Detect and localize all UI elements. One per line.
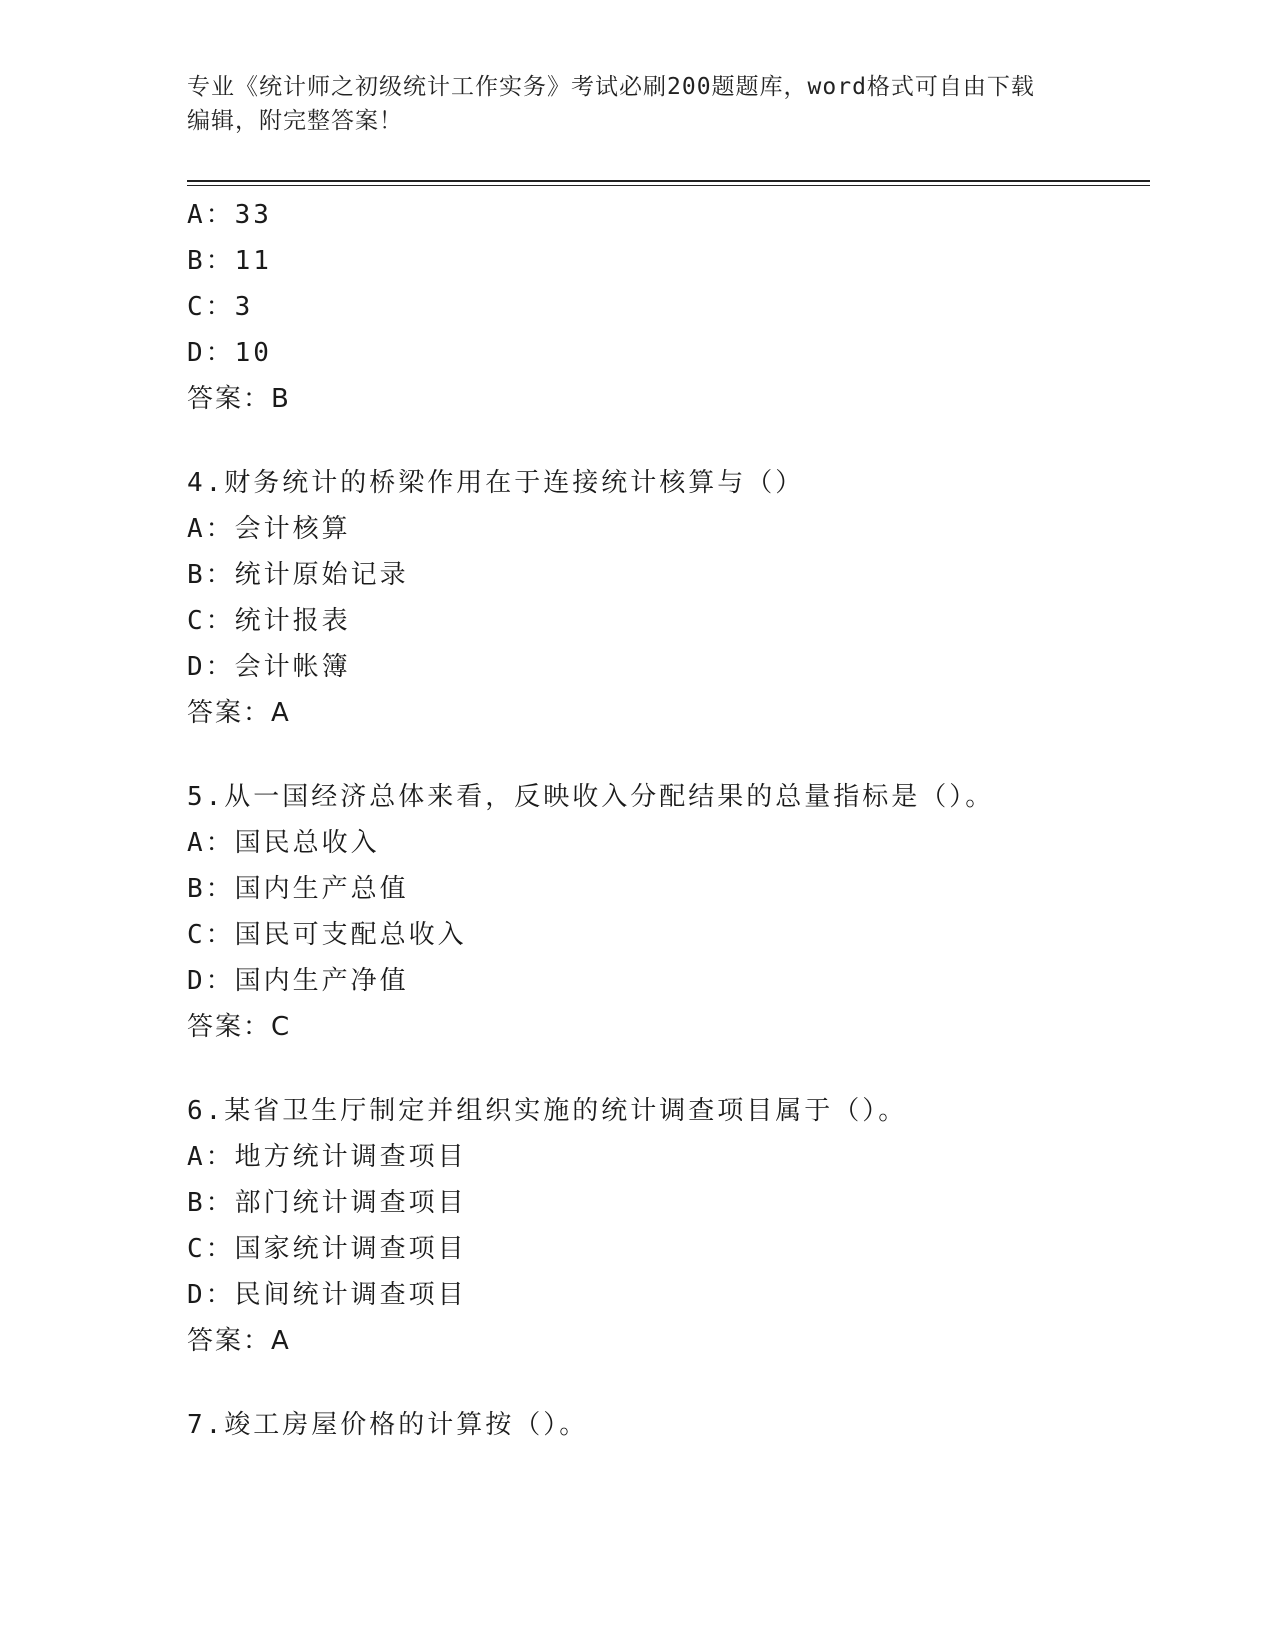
- question-stem: 6.某省卫生厅制定并组织实施的统计调查项目属于（）。: [187, 1096, 908, 1126]
- document-header: [187, 70, 1087, 138]
- option-a: A：国民总收入: [187, 828, 380, 858]
- option-b: B：国内生产总值: [187, 874, 409, 904]
- option-b: B：部门统计调查项目: [187, 1188, 467, 1218]
- option-d: D：会计帐簿: [187, 652, 351, 682]
- question-stem: 7.竣工房屋价格的计算按（）。: [187, 1410, 589, 1440]
- option-b: B：统计原始记录: [187, 560, 409, 590]
- answer-line: 答案：C: [187, 1012, 292, 1042]
- option-a: A：地方统计调查项目: [187, 1142, 467, 1172]
- header-divider-thin: [187, 185, 1150, 186]
- option-d: D：国内生产净值: [187, 966, 409, 996]
- answer-line: 答案：B: [187, 384, 291, 414]
- option-b: B：11: [187, 246, 272, 276]
- option-c: C：统计报表: [187, 606, 351, 636]
- question-6-block: [187, 1088, 1147, 1364]
- question-5-block: [187, 774, 1147, 1050]
- header-divider-thick: [187, 180, 1150, 182]
- question-7-block: [187, 1402, 1147, 1448]
- option-c: C：国民可支配总收入: [187, 920, 467, 950]
- header-line-1: 专业《统计师之初级统计工作实务》考试必刷200题题库，word格式可自由下载: [187, 74, 1035, 100]
- option-d: D：民间统计调查项目: [187, 1280, 467, 1310]
- option-a: A：会计核算: [187, 514, 351, 544]
- question-list: [187, 192, 1147, 1448]
- answer-line: 答案：A: [187, 698, 291, 728]
- header-line-2: 编辑，附完整答案！: [187, 108, 403, 134]
- question-3-block: [187, 192, 1147, 422]
- option-c: C：3: [187, 292, 254, 322]
- answer-line: 答案：A: [187, 1326, 291, 1356]
- option-d: D：10: [187, 338, 272, 368]
- option-a: A：33: [187, 200, 272, 230]
- question-4-block: [187, 460, 1147, 736]
- question-stem: 5.从一国经济总体来看，反映收入分配结果的总量指标是（）。: [187, 782, 995, 812]
- question-stem: 4.财务统计的桥梁作用在于连接统计核算与（）: [187, 468, 805, 498]
- option-c: C：国家统计调查项目: [187, 1234, 467, 1264]
